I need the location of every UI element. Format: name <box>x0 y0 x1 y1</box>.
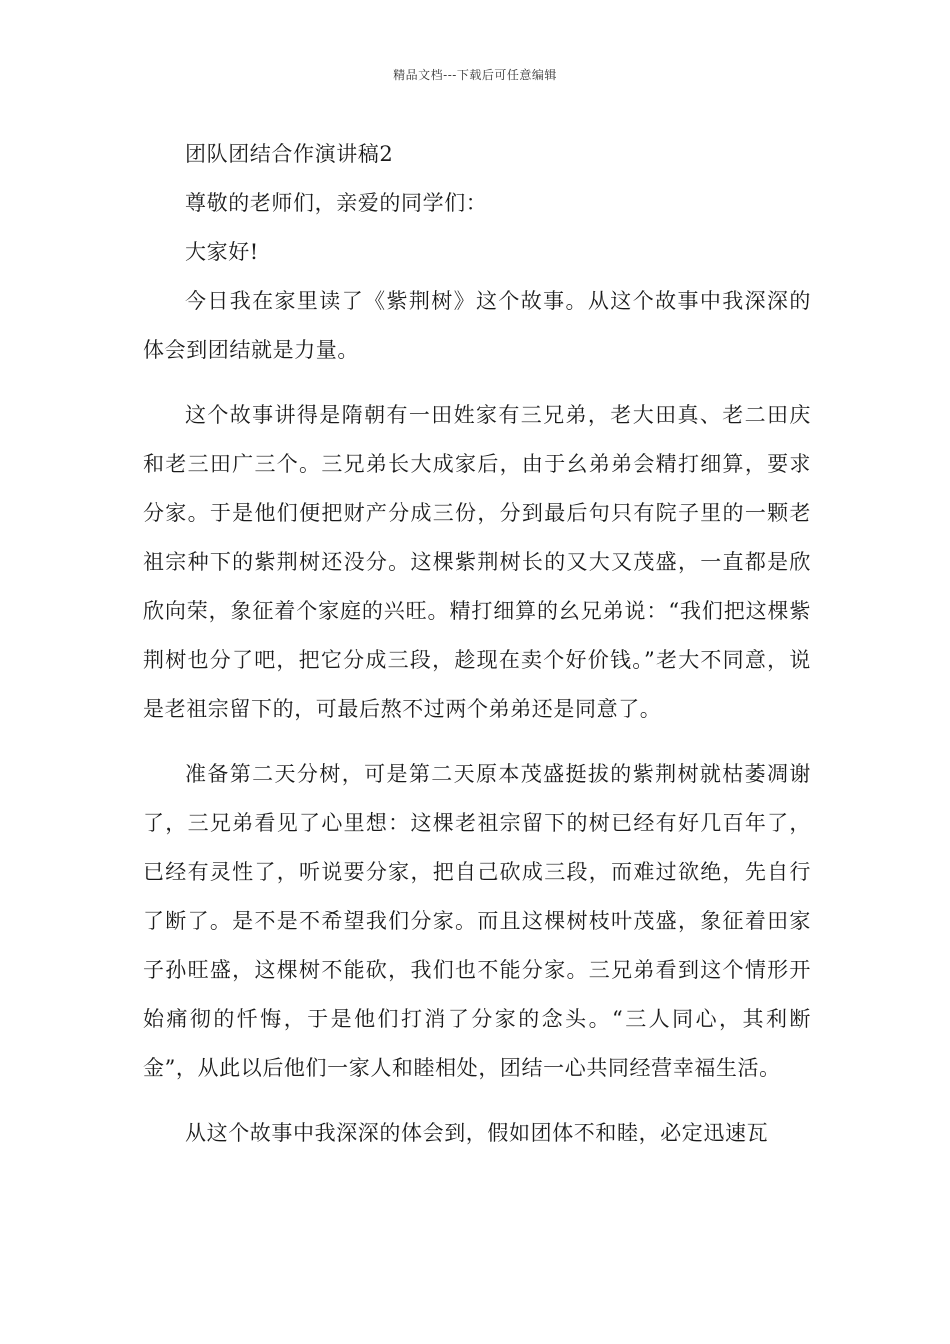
salutation-line: 大家好! <box>185 240 259 264</box>
paragraph: 从这个故事中我深深的体会到，假如团体不和睦，必定迅速瓦 <box>185 1121 769 1145</box>
document-body <box>143 130 811 1174</box>
document-title: 团队团结合作演讲稿2 <box>185 142 394 166</box>
greeting-line: 尊敬的老师们，亲爱的同学们： <box>185 191 488 215</box>
paragraph: 今日我在家里读了《紫荆树》这个故事。从这个故事中我深深的体会到团结就是力量。 <box>143 289 811 362</box>
paragraph: 准备第二天分树，可是第二天原本茂盛挺拔的紫荆树就枯萎凋谢了，三兄弟看见了心里想：这棵老祖宗留下的树已经有好几百年了，已经有灵性了，听说要分家，把自己砍成三段，而难过欲绝，先自行了断了。是不是不希望我们分家。而且这棵树枝叶茂盛，象征着田家子孙旺盛，这棵树不能砍，我们也不能分家。三兄弟看到这个情形开始痛彻的忏悔，于是他们打消了分家的念头。“三人同心，其利断金”，从此以后他们一家人和睦相处，团结一心共同经营幸福生活。 <box>143 762 811 1080</box>
paragraph: 这个故事讲得是隋朝有一田姓家有三兄弟，老大田真、老二田庆和老三田广三个。三兄弟长大成家后，由于幺弟弟会精打细算，要求分家。于是他们便把财产分成三份，分到最后句只有院子里的一颗老祖宗种下的紫荆树还没分。这棵紫荆树长的又大又茂盛，一直都是欣欣向荣，象征着个家庭的兴旺。精打细算的幺兄弟说：“我们把这棵紫荆树也分了吧，把它分成三段，趁现在卖个好价钱。”老大不同意，说是老祖宗留下的，可最后熬不过两个弟弟还是同意了。 <box>143 403 811 721</box>
page-header: 精品文档---下载后可任意编辑 <box>393 68 557 82</box>
